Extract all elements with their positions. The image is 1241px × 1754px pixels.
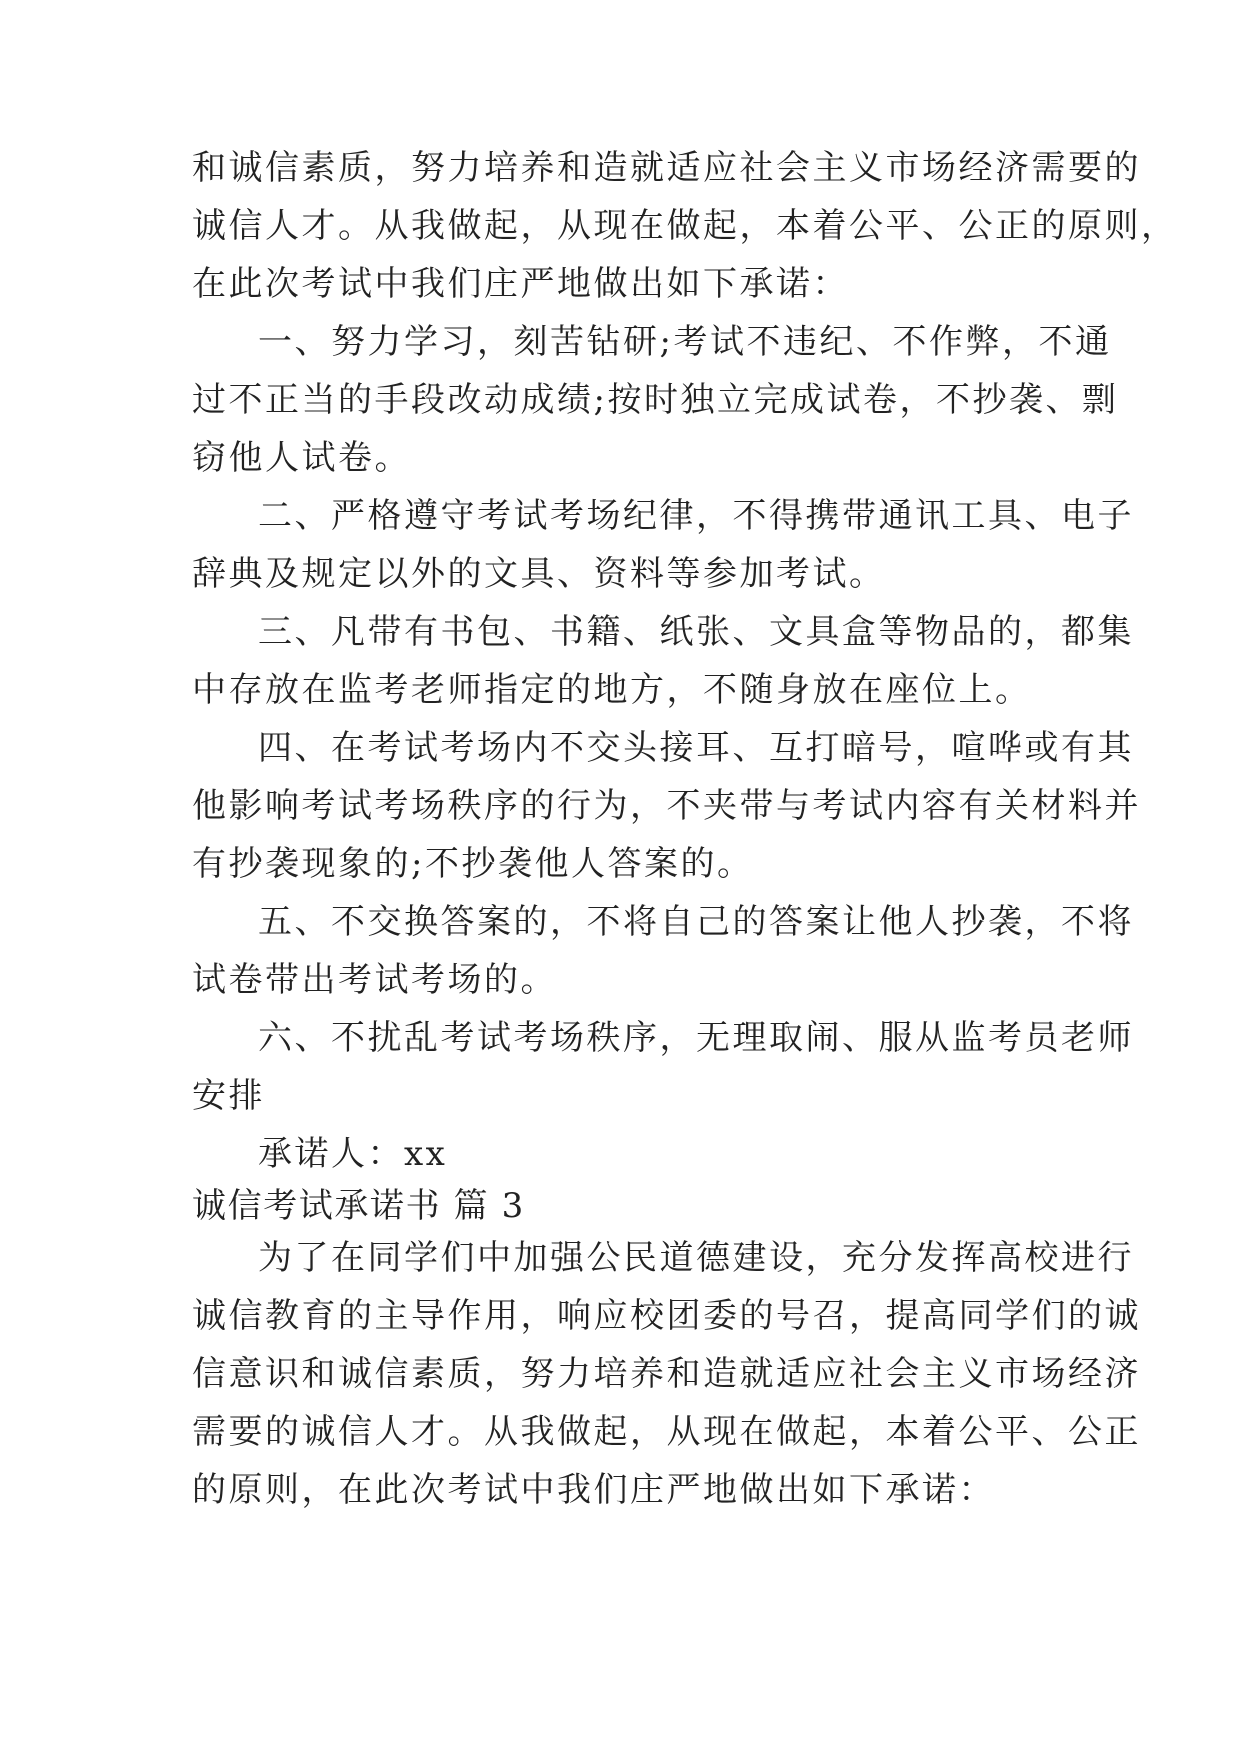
paragraph-line: 有抄袭现象的;不抄袭他人答案的。 (192, 844, 754, 884)
paragraph-line: 五、不交换答案的，不将自己的答案让他人抄袭，不将 (258, 902, 1134, 942)
paragraph-line: 试卷带出考试考场的。 (192, 960, 557, 1000)
paragraph-line: 辞典及规定以外的文具、资料等参加考试。 (192, 554, 886, 594)
paragraph-line: 过不正当的手段改动成绩;按时独立完成试卷，不抄袭、剽 (192, 380, 1119, 420)
paragraph-line: 六、不扰乱考试考场秩序，无理取闹、服从监考员老师 (258, 1018, 1134, 1058)
section-heading: 诚信考试承诺书 篇 3 (192, 1186, 525, 1226)
paragraph-line: 信意识和诚信素质，努力培养和造就适应社会主义市场经济 (192, 1354, 1141, 1394)
paragraph-line: 诚信教育的主导作用，响应校团委的号召，提高同学们的诚 (192, 1296, 1141, 1336)
paragraph-line: 在此次考试中我们庄严地做出如下承诺： (192, 264, 849, 304)
paragraph-line: 二、严格遵守考试考场纪律，不得携带通讯工具、电子 (258, 496, 1134, 536)
paragraph-line: 三、凡带有书包、书籍、纸张、文具盒等物品的，都集 (258, 612, 1134, 652)
paragraph-line: 需要的诚信人才。从我做起，从现在做起，本着公平、公正 (192, 1412, 1141, 1452)
paragraph-line: 一、努力学习，刻苦钻研;考试不违纪、不作弊，不通 (258, 322, 1112, 362)
paragraph-line: 为了在同学们中加强公民道德建设，充分发挥高校进行 (258, 1238, 1134, 1278)
paragraph-line: 中存放在监考老师指定的地方，不随身放在座位上。 (192, 670, 1032, 710)
signature-line: 承诺人：xx (258, 1134, 448, 1174)
paragraph-line: 四、在考试考场内不交头接耳、互打暗号，喧哗或有其 (258, 728, 1134, 768)
paragraph-line: 的原则，在此次考试中我们庄严地做出如下承诺： (192, 1470, 995, 1510)
paragraph-line: 诚信人才。从我做起，从现在做起，本着公平、公正的原则， (192, 206, 1178, 246)
paragraph-line: 窃他人试卷。 (192, 438, 411, 478)
paragraph-line: 安排 (192, 1076, 265, 1116)
paragraph-line: 他影响考试考场秩序的行为，不夹带与考试内容有关材料并 (192, 786, 1141, 826)
paragraph-line: 和诚信素质，努力培养和造就适应社会主义市场经济需要的 (192, 148, 1141, 188)
